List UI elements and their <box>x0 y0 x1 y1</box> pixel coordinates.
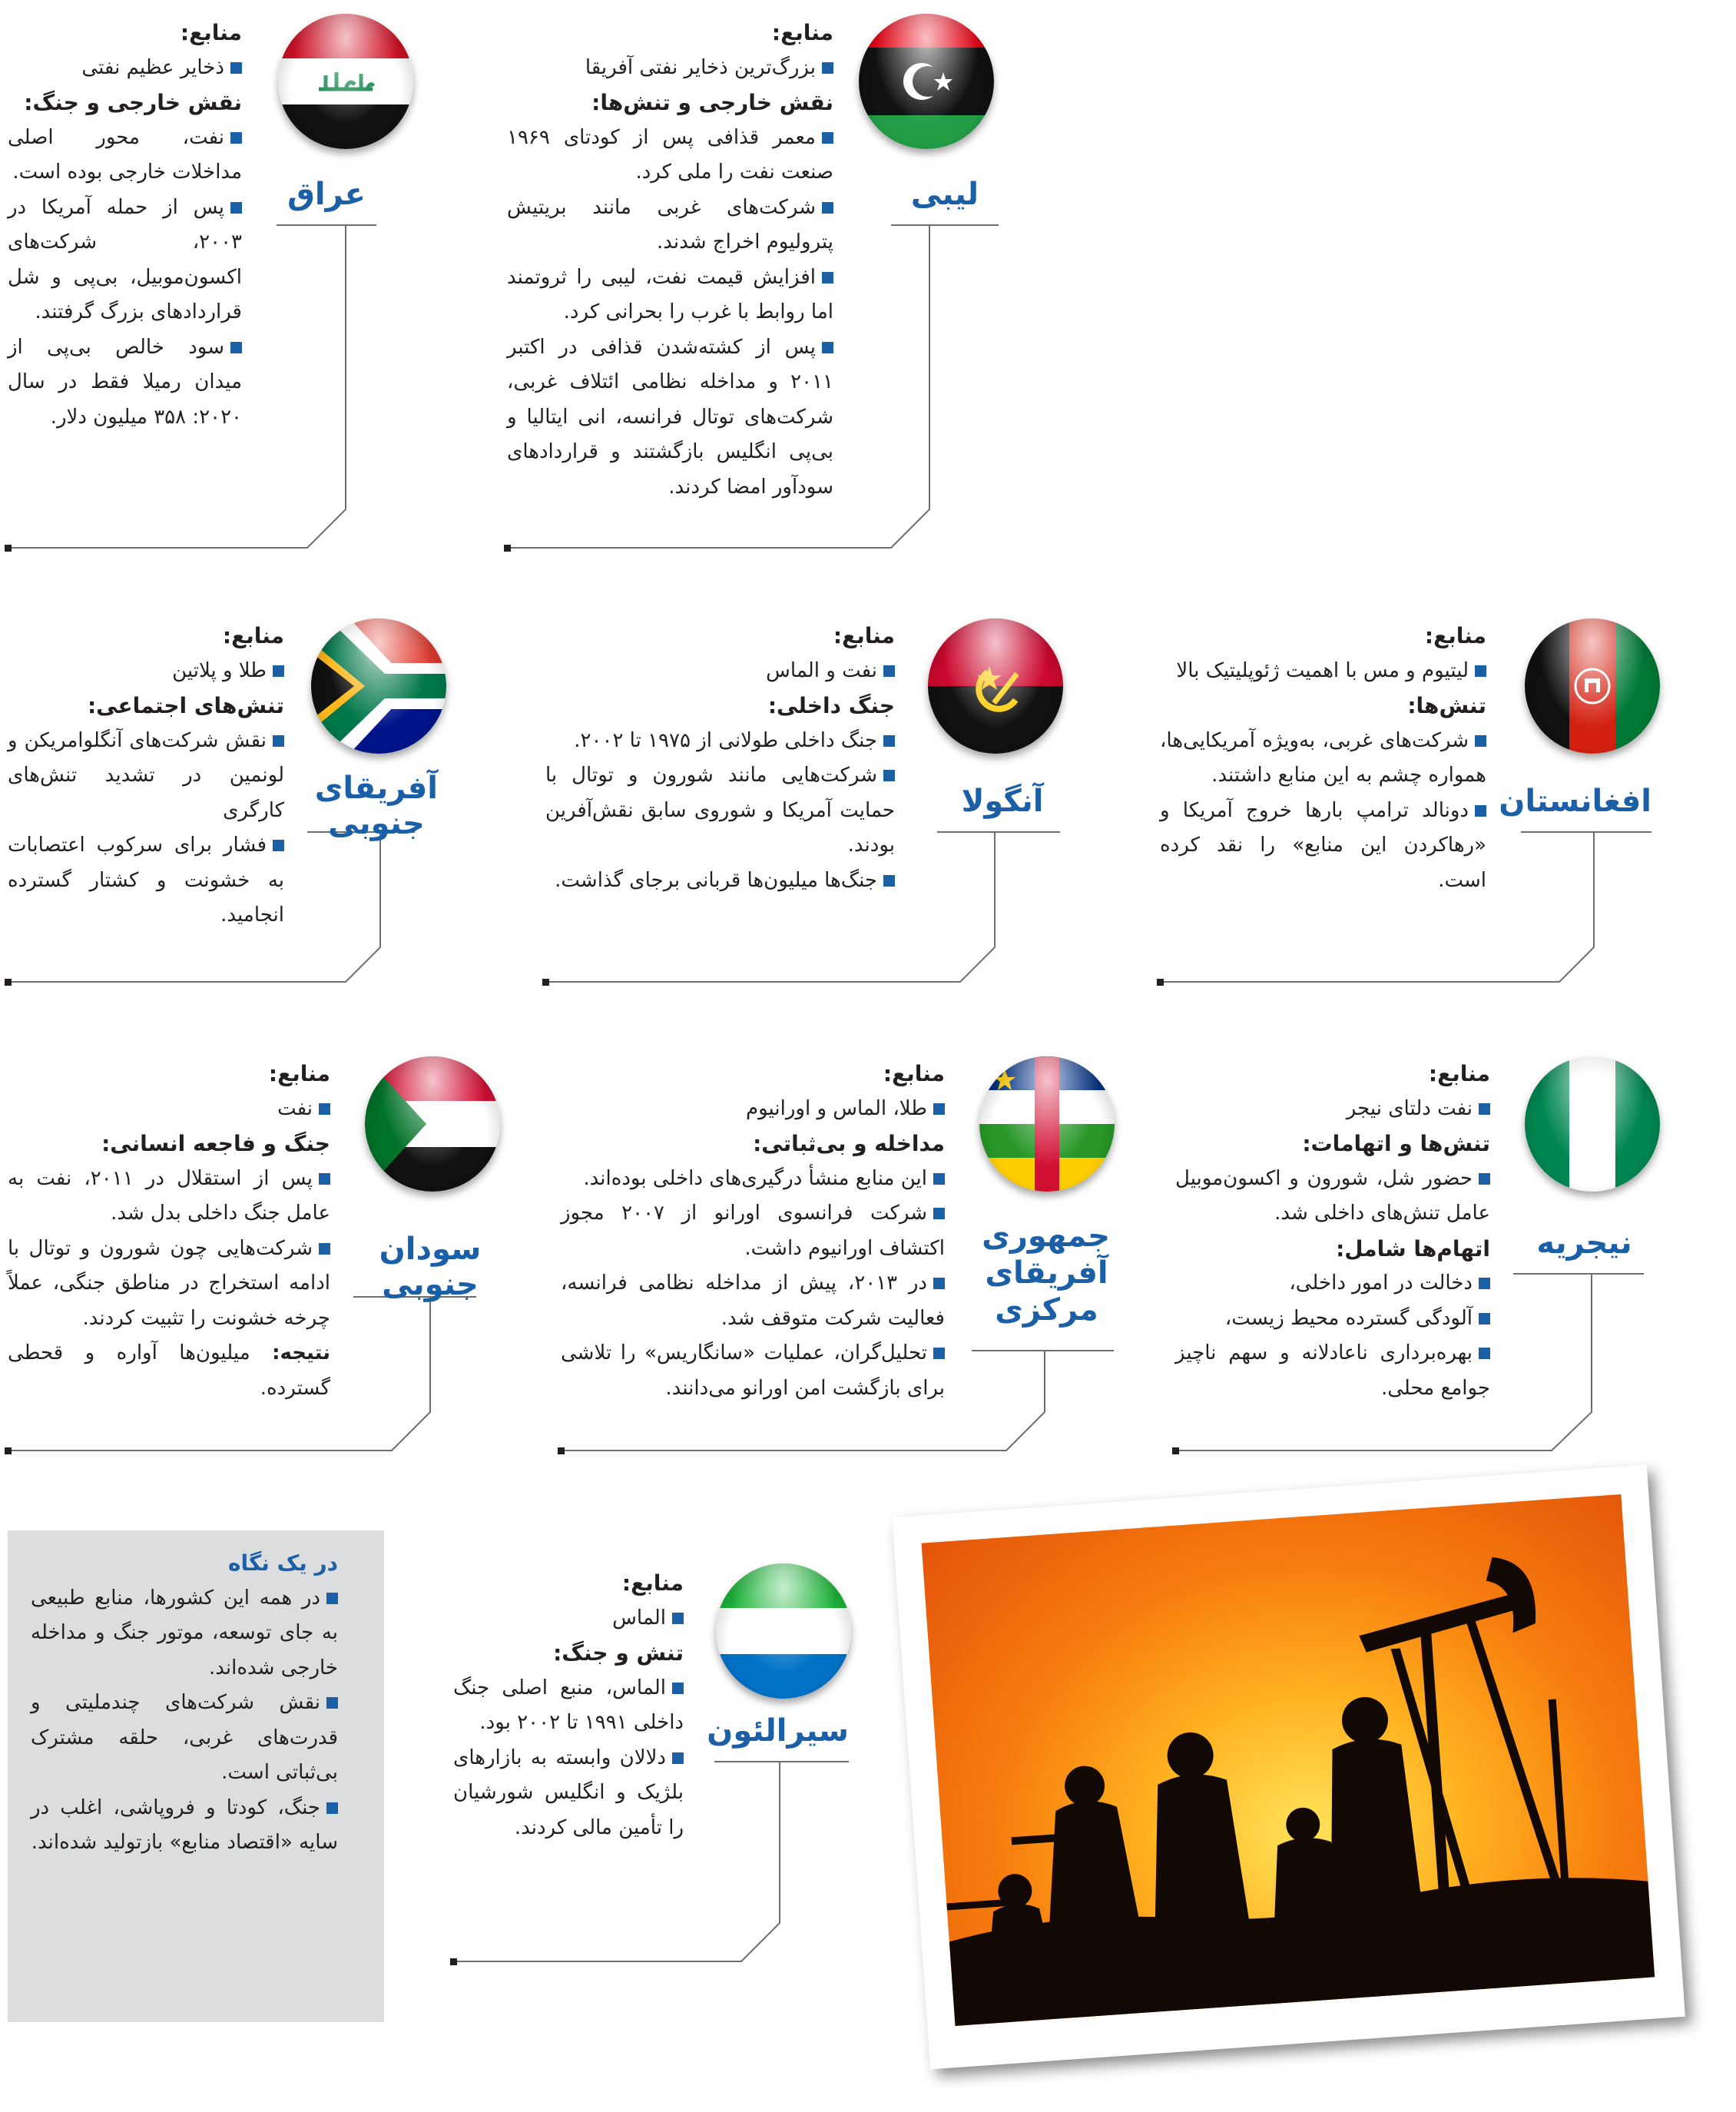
iraq-source-item: ذخایر عظیم نفتی <box>8 51 242 86</box>
car-source-item: طلا، الماس و اورانیوم <box>561 1092 945 1127</box>
south-africa-flag-icon <box>311 618 446 754</box>
south-africa-text <box>8 618 284 933</box>
south-africa-name: آفریقای جنوبی <box>314 771 438 841</box>
angola-item: جنگ‌ها میلیون‌ها قربانی برجای گذاشت. <box>545 864 895 899</box>
summary-item: در همه این کشورها، منابع طبیعی به جای توسعه، موتور جنگ و مداخله خارجی شده‌اند. <box>31 1581 338 1686</box>
south-africa-source-item: طلا و پلاتین <box>8 654 284 689</box>
summary-item: جنگ، کودتا و فروپاشی، اغلب در سایه «اقتصاد منابع» بازتولید شده‌اند. <box>31 1791 338 1861</box>
libya-sources-title: منابع: <box>771 20 833 45</box>
iraq-item: سود خالص بی‌پی از میدان رمیلا فقط در سال ۲۰۲۰: ۳۵۸ میلیون دلار. <box>8 330 242 436</box>
south-africa-item: نقش شرکت‌های آنگلوامریکن و لونمین در تشدید تنش‌های کارگری <box>8 724 284 829</box>
afghanistan-text <box>1160 618 1486 898</box>
car-section-title: مداخله و بی‌ثباتی: <box>753 1131 945 1156</box>
south-sudan-section-title: جنگ و فاجعه انسانی: <box>101 1131 330 1156</box>
south-sudan-result-text: میلیون‌ها آواره و قحطی گسترده. <box>8 1341 330 1400</box>
south-sudan-item: پس از استقلال در ۲۰۱۱، نفت به عامل جنگ داخلی بدل شد. <box>8 1162 330 1232</box>
summary-title: در یک نگاه <box>227 1550 338 1576</box>
angola-sources-title: منابع: <box>833 623 895 648</box>
sierra-leone-section-title: تنش و جنگ: <box>553 1640 684 1666</box>
south-africa-item: فشار برای سرکوب اعتصابات به خشونت و کشتار گسترده انجامید. <box>8 828 284 933</box>
soldiers-oil-pump-silhouette-photo <box>922 1494 1655 2026</box>
angola-section-title: جنگ داخلی: <box>767 693 895 718</box>
central-african-republic-flag-icon <box>979 1056 1115 1192</box>
libya-item: معمر قذافی پس از کودتای ۱۹۶۹ صنعت نفت را ملی کرد. <box>507 121 833 191</box>
nigeria-section-title: تنش‌ها و اتهامات: <box>1302 1131 1490 1156</box>
summary-box <box>8 1530 384 2022</box>
south-sudan-sources-title: منابع: <box>268 1061 330 1086</box>
afghanistan-flag-icon <box>1525 618 1660 754</box>
photo-frame <box>892 1465 1685 2070</box>
angola-item: شرکت‌هایی مانند شورون و توتال با حمایت آمریکا و شوروی سابق نقش‌آفرین بودند. <box>545 758 895 864</box>
summary-item: نقش شرکت‌های چندملیتی و قدرت‌های غربی، حلقه مشترک بی‌ثباتی است. <box>31 1686 338 1791</box>
iraq-item: نفت، محور اصلی مداخلات خارجی بوده است. <box>8 121 242 191</box>
libya-name: لیبی <box>910 177 979 212</box>
afghanistan-item: دونالد ترامپ بارها خروج آمریکا و «رهاکردن این منابع» را نقد کرده است. <box>1160 794 1486 899</box>
south-sudan-item: شرکت‌هایی چون شورون و توتال با ادامه استخراج در مناطق جنگی، عملاً چرخه خشونت را تثبیت کردند. <box>8 1232 330 1337</box>
south-sudan-flag-icon <box>365 1056 500 1192</box>
angola-source-item: نفت و الماس <box>545 654 895 689</box>
sierra-leone-name: سیرالئون <box>707 1713 849 1749</box>
afghanistan-item: شرکت‌های غربی، به‌ویژه آمریکایی‌ها، همواره چشم به این منابع داشتند. <box>1160 724 1486 794</box>
south-sudan-text <box>8 1056 330 1406</box>
south-africa-section-title: تنش‌های اجتماعی: <box>87 693 284 718</box>
south-africa-sources-title: منابع: <box>222 623 284 648</box>
sierra-leone-source-item: الماس <box>453 1601 684 1636</box>
sierra-leone-item: الماس، منبع اصلی جنگ داخلی ۱۹۹۱ تا ۲۰۰۲ بود. <box>453 1671 684 1741</box>
libya-section-title: نقش خارجی و تنش‌ها: <box>591 90 833 115</box>
summary-text <box>31 1546 338 1861</box>
libya-source-item: بزرگ‌ترین ذخایر نفتی آفریقا <box>507 51 833 86</box>
car-sources-title: منابع: <box>883 1061 945 1086</box>
car-item: شرکت فرانسوی اورانو از ۲۰۰۷ مجوز اکتشاف اورانیوم داشت. <box>561 1196 945 1266</box>
south-sudan-result-label: نتیجه: <box>272 1341 331 1364</box>
angola-flag-icon <box>928 618 1063 754</box>
libya-item: پس از کشته‌شدن قذافی در اکتبر ۲۰۱۱ و مداخله نظامی ائتلاف غربی، شرکت‌های توتال فرانسه، انی ایتالیا و بی‌پی انگلیس بازگشتند و قراردادهای سودآور امضا کردند. <box>507 330 833 506</box>
sierra-leone-sources-title: منابع: <box>621 1570 684 1596</box>
south-sudan-source-item: نفت <box>8 1092 330 1127</box>
car-item: در ۲۰۱۳، پیش از مداخله نظامی فرانسه، فعالیت شرکت متوقف شد. <box>561 1266 945 1336</box>
nigeria-item: دخالت در امور داخلی، <box>1175 1266 1490 1301</box>
nigeria-item: بهره‌برداری ناعادلانه و سهم ناچیز جوامع محلی. <box>1175 1336 1490 1406</box>
nigeria-item: آلودگی گسترده محیط زیست، <box>1175 1301 1490 1337</box>
iraq-sources-title: منابع: <box>180 20 242 45</box>
libya-flag-icon <box>859 14 994 149</box>
libya-text <box>507 15 833 505</box>
nigeria-source-item: نفت دلتای نیجر <box>1175 1092 1490 1127</box>
afghanistan-name: افغانستان <box>1499 784 1652 819</box>
afghanistan-sources-title: منابع: <box>1424 623 1486 648</box>
iraq-section-title: نقش خارجی و جنگ: <box>24 90 242 115</box>
iraq-flag-icon <box>278 14 413 149</box>
nigeria-name: نیجریه <box>1536 1225 1632 1261</box>
nigeria-text <box>1175 1056 1490 1406</box>
afghanistan-section-title: تنش‌ها: <box>1407 693 1486 718</box>
nigeria-flag-icon <box>1525 1056 1660 1192</box>
south-sudan-result <box>8 1336 330 1406</box>
car-name: جمهوری آفریقای مرکزی <box>982 1218 1110 1328</box>
nigeria-intro: حضور شل، شورون و اکسون‌موبیل عامل تنش‌های داخلی شد. <box>1175 1162 1490 1232</box>
libya-item: شرکت‌های غربی مانند بریتیش پترولیوم اخراج شدند. <box>507 191 833 260</box>
south-sudan-name: سودان جنوبی <box>379 1232 482 1302</box>
car-text <box>561 1056 945 1406</box>
iraq-item: پس از حمله آمریکا در ۲۰۰۳، شرکت‌های اکسون‌موبیل، بی‌پی و شل قراردادهای بزرگ گرفتند. <box>8 191 242 330</box>
afghanistan-source-item: لیتیوم و مس با اهمیت ژئوپلیتیک بالا <box>1160 654 1486 689</box>
nigeria-charges-title: اتهام‌ها شامل: <box>1336 1235 1490 1262</box>
angola-item: جنگ داخلی طولانی از ۱۹۷۵ تا ۲۰۰۲. <box>545 724 895 759</box>
sierra-leone-text <box>453 1566 684 1845</box>
car-item: تحلیل‌گران، عملیات «سانگاریس» را تلاشی برای بازگشت امن اورانو می‌دانند. <box>561 1336 945 1406</box>
iraq-name: عراق <box>287 177 366 212</box>
sierra-leone-item: دلالان وابسته به بازارهای بلژیک و انگلیس شورشیان را تأمین مالی کردند. <box>453 1741 684 1846</box>
sierra-leone-flag-icon <box>716 1563 851 1699</box>
iraq-text <box>8 15 242 435</box>
nigeria-sources-title: منابع: <box>1428 1061 1490 1086</box>
angola-name: آنگولا <box>961 784 1044 819</box>
angola-text <box>545 618 895 898</box>
libya-item: افزایش قیمت نفت، لیبی را ثروتمند اما روابط با غرب را بحرانی کرد. <box>507 260 833 330</box>
car-item: این منابع منشأ درگیری‌های داخلی بوده‌اند. <box>561 1162 945 1197</box>
